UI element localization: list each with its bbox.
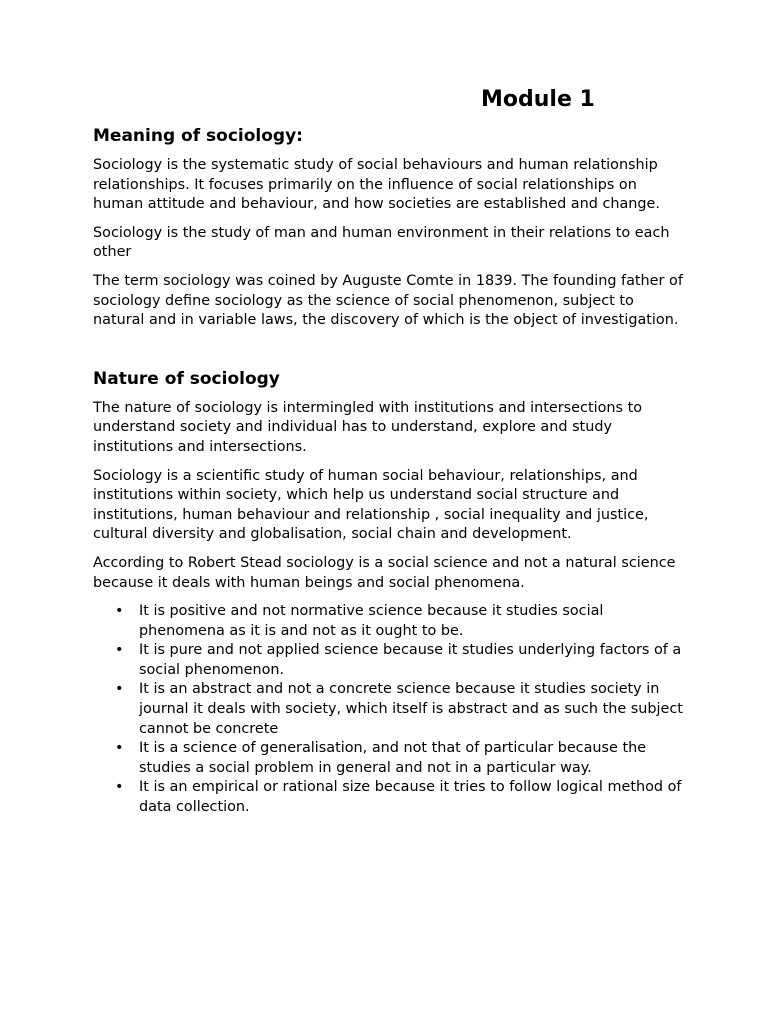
list-item <box>115 739 683 778</box>
bullet-icon: • <box>115 681 124 698</box>
list-item-text: It is an abstract and not a concrete science because it studies society in journal it deals with society, which itself is abstract and as such the subject cannot be concrete <box>139 681 683 737</box>
paragraph: According to Robert Stead sociology is a social science and not a natural science because it deals with human beings and social phenomena. <box>93 554 676 591</box>
paragraph: Sociology is the study of man and human environment in their relations to each other <box>93 224 670 261</box>
list-item-text: It is a science of generalisation, and not that of particular because the studies a social problem in general and not in a particular way. <box>139 740 647 776</box>
bullet-list <box>93 602 683 818</box>
bullet-icon: • <box>115 740 124 757</box>
paragraph: The term sociology was coined by Auguste Comte in 1839. The founding father of sociology define sociology as the science of social phenomenon, subject to natural and in variable laws, the discovery of which is the object of investigation. <box>93 272 683 329</box>
list-item <box>115 778 683 817</box>
bullet-icon: • <box>115 779 124 796</box>
list-item-text: It is pure and not applied science because it studies underlying factors of a social phenomenon. <box>139 642 682 678</box>
list-item <box>115 602 683 641</box>
list-item <box>115 680 683 739</box>
bullet-icon: • <box>115 603 124 620</box>
list-item-text: It is positive and not normative science because it studies social phenomena as it is and not as it ought to be. <box>139 603 604 639</box>
paragraph: The nature of sociology is intermingled with institutions and intersections to understand society and individual has to understand, explore and study institutions and intersections. <box>93 399 643 455</box>
module-title: Module 1 <box>481 87 595 112</box>
section-heading-nature: Nature of sociology <box>93 368 280 389</box>
section-heading-meaning: Meaning of sociology: <box>93 126 303 146</box>
list-item-text: It is an empirical or rational size because it tries to follow logical method of data collection. <box>139 779 682 816</box>
list-item <box>115 641 683 680</box>
bullet-icon: • <box>115 642 124 659</box>
paragraph: Sociology is the systematic study of social behaviours and human relationship relationships. It focuses primarily on the influence of social relationships on human attitude and behaviour, and how societies are established and change. <box>93 157 660 213</box>
document-body <box>93 124 683 818</box>
paragraph: Sociology is a scientific study of human social behaviour, relationships, and institutions within society, which help us understand social structure and institutions, human behaviour and relationship , social inequality and justice, cultural diversity and globalisation, social chain and development. <box>93 467 649 543</box>
